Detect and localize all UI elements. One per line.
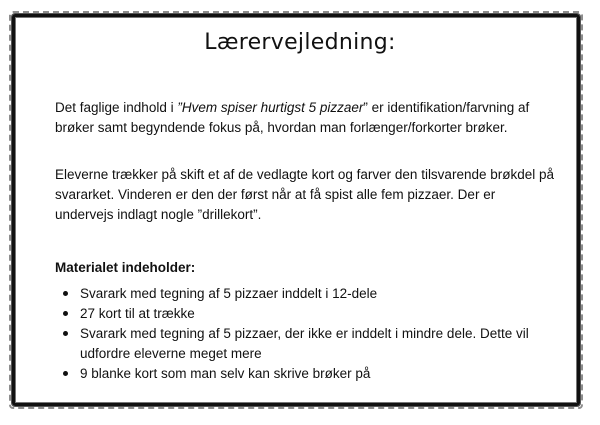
- materials-heading: Materialet indeholder:: [55, 260, 196, 275]
- list-item: [55, 304, 555, 324]
- materials-list: [55, 284, 555, 384]
- bullet-icon: [63, 331, 68, 336]
- list-item: [55, 324, 555, 364]
- game-title: ”Hvem spiser hurtigst 5 pizzaer: [177, 100, 364, 115]
- intro-text-start: Det faglige indhold i: [55, 100, 178, 115]
- page-title: Lærervejledning:: [204, 30, 396, 55]
- bullet-icon: [63, 371, 68, 376]
- list-item: [55, 364, 555, 384]
- list-item-text: 9 blanke kort som man selv kan skrive brøker på: [80, 366, 371, 381]
- bullet-icon: [63, 311, 68, 316]
- list-item-text: 27 kort til at trække: [80, 306, 195, 321]
- list-item: [55, 284, 555, 304]
- intro-paragraph: [55, 98, 555, 138]
- rules-paragraph: Eleverne trækker på skift et af de vedlagte kort og farver den tilsvarende brøkdel på svararket. Vinderen er den der først når at få spist alle fem pizzaer. Der er undervejs indlagt nogle ”drillekort”.: [55, 167, 555, 222]
- bullet-icon: [63, 291, 68, 296]
- list-item-text: Svarark med tegning af 5 pizzaer, der ikke er inddelt i mindre dele. Dette vil udfordre eleverne meget mere: [80, 326, 529, 361]
- list-item-text: Svarark med tegning af 5 pizzaer inddelt i 12-dele: [80, 286, 378, 301]
- intro-text-end: ” er identifikation/farvning af brøker samt begyndende fokus på, hvordan man forlænger/forkorter brøker.: [55, 100, 530, 135]
